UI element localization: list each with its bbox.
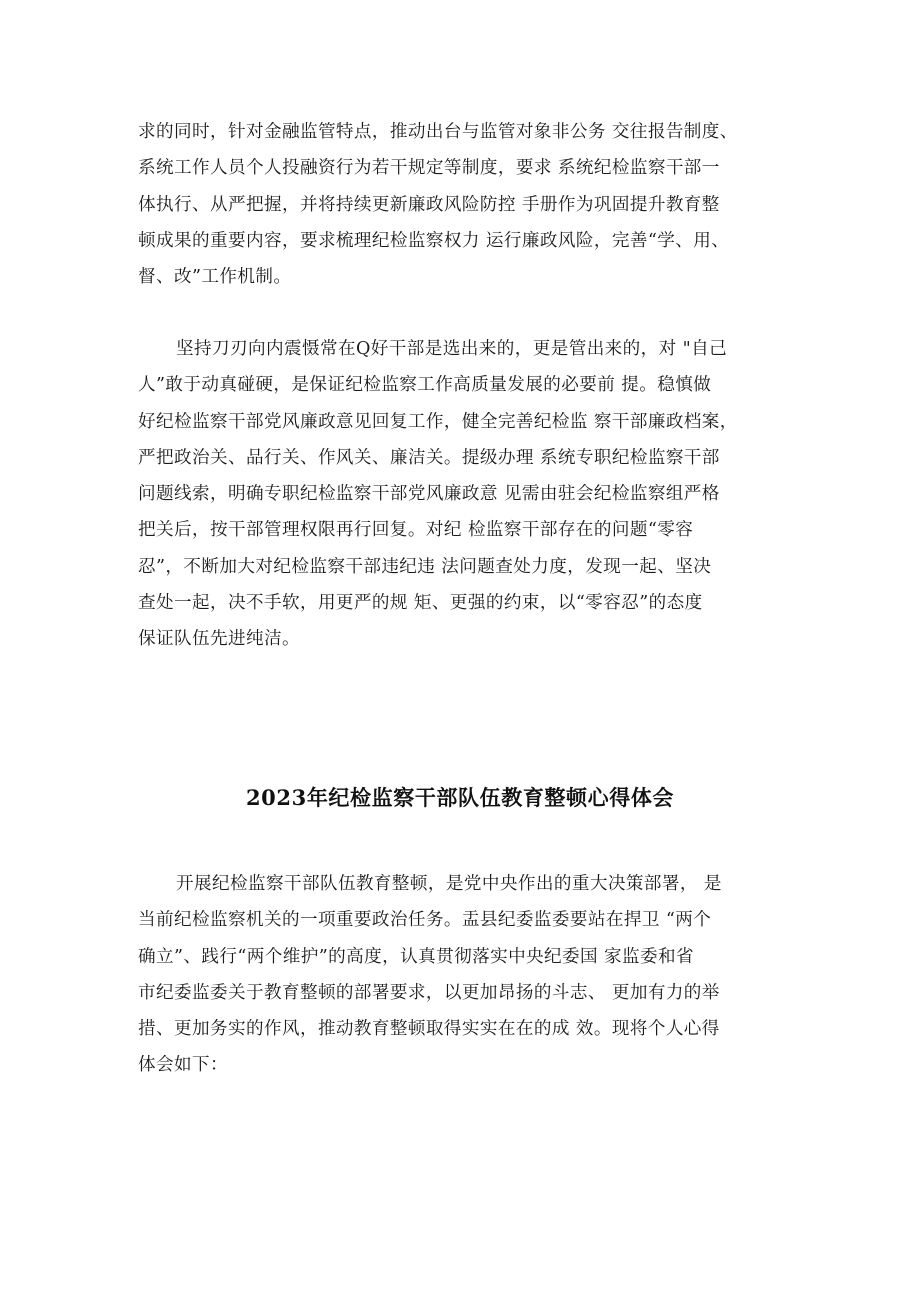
text-line: 当前纪检监察机关的一项重要政治任务。盂县纪委监委要站在捍卫 “两个	[138, 910, 712, 931]
text-line: 把关后，按干部管理权限再行回复。对纪 检监察干部存在的问题“零容	[138, 520, 694, 541]
text-line: 坚持刀刃向内震慑常在Q好干部是选出来的，更是管出来的，对 "自己	[176, 339, 728, 359]
text-line: 开展纪检监察干部队伍教育整顿，是党中央作出的重大决策部署， 是	[176, 874, 722, 894]
article-title: 2023年纪检监察干部队伍教育整顿心得体会	[245, 785, 675, 810]
text-line: 忍”，不断加大对纪检监察干部违纪违 法问题查处力度，发现一起、坚决	[138, 556, 712, 577]
text-line: 查处一起，决不手软，用更严的规 矩、更强的约束，以“零容忍”的态度	[138, 593, 703, 614]
paragraph-introduction	[138, 866, 792, 1084]
paragraph-continued	[138, 114, 792, 295]
text-line: 体会如下：	[138, 1055, 228, 1076]
text-line: 好纪检监察干部党风廉政意见回复工作，健全完善纪检监 察干部廉政档案，	[138, 411, 738, 432]
text-line: 督、改”工作机制。	[138, 267, 292, 288]
text-line: 保证队伍先进纯洁。	[138, 629, 300, 650]
text-line: 求的同时，针对金融监管特点，推动出台与监管对象非公务 交往报告制度、	[138, 122, 738, 142]
text-line: 问题线索，明确专职纪检监察干部党风廉政意 见需由驻会纪检监察组严格	[138, 484, 720, 505]
text-line: 顿成果的重要内容，要求梳理纪检监察权力 运行廉政风险，完善“学、用、	[138, 230, 730, 251]
text-line: 体执行、从严把握，并将持续更新廉政风险防控 手册作为巩固提升教育整	[138, 194, 720, 215]
text-line: 措、更加务实的作风，推动教育整顿取得实实在在的成 效。现将个人心得	[138, 1019, 720, 1040]
text-line: 严把政治关、品行关、作风关、廉洁关。提级办理 系统专职纪检监察干部	[138, 447, 720, 468]
text-line: 系统工作人员个人投融资行为若干规定等制度，要求 系统纪检监察干部一	[138, 158, 720, 179]
text-line: 人”敢于动真碰硬，是保证纪检监察工作高质量发展的必要前 提。稳慎做	[138, 375, 712, 396]
paragraph-strict-discipline	[138, 331, 792, 658]
text-line: 市纪委监委关于教育整顿的部署要求，以更加昂扬的斗志、 更加有力的举	[138, 982, 720, 1003]
text-line: 确立”、践行“两个维护”的高度，认真贯彻落实中央纪委国 家监委和省	[138, 946, 694, 967]
